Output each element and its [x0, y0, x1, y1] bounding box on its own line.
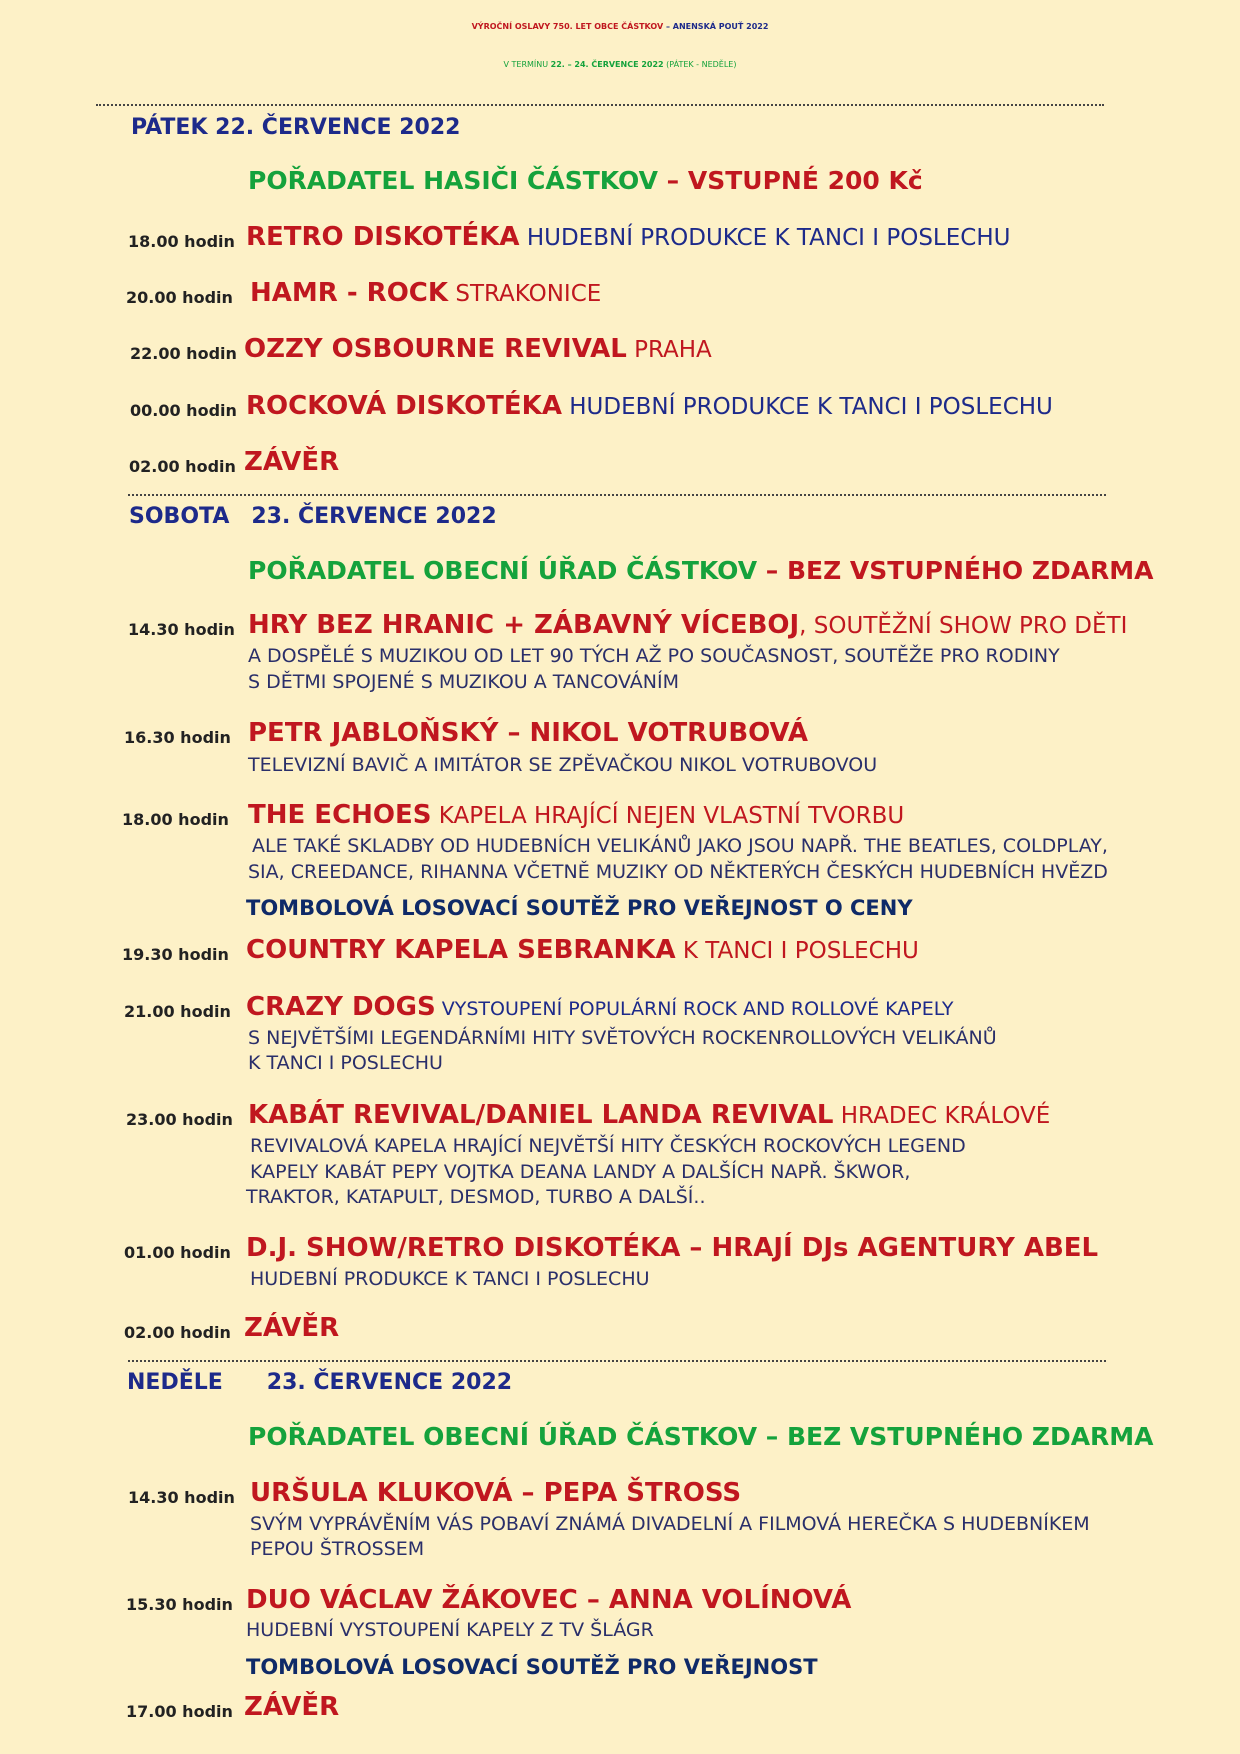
event-time: 18.00 hodin	[122, 810, 229, 829]
title-suffix: – ANENSKÁ POUŤ 2022	[663, 22, 769, 31]
event-name: PETR JABLOŇSKÝ – NIKOL VOTRUBOVÁ	[248, 718, 809, 748]
event-time: 02.00 hodin	[124, 1323, 231, 1342]
subtitle-days: (PÁTEK - NEDĚLE)	[663, 60, 737, 69]
organizer-name: POŘADATEL HASIČI ČÁSTKOV	[248, 166, 658, 195]
event-title	[248, 718, 808, 748]
event-description: K TANCI I POSLECHU	[248, 1052, 443, 1074]
event-title	[246, 992, 953, 1022]
day-date: 23. ČERVENCE 2022	[251, 504, 497, 529]
event-name: KABÁT REVIVAL/DANIEL LANDA REVIVAL	[248, 1100, 834, 1130]
event-time: 14.30 hodin	[128, 1488, 235, 1507]
tombola-notice: TOMBOLOVÁ LOSOVACÍ SOUTĚŽ PRO VEŘEJNOST	[246, 1655, 818, 1679]
event-title	[244, 334, 712, 364]
event-name: CRAZY DOGS	[246, 992, 436, 1022]
event-detail: HUDEBNÍ PRODUKCE K TANCI I POSLECHU	[519, 225, 1011, 251]
event-description: SVÝM VYPRÁVĚNÍM VÁS POBAVÍ ZNÁMÁ DIVADELNÍ A FILMOVÁ HEREČKA S HUDEBNÍKEM	[250, 1513, 1090, 1535]
event-description: SIA, CREEDANCE, RIHANNA VČETNĚ MUZIKY OD NĚKTERÝCH ČESKÝCH HUDEBNÍCH HVĚZD	[248, 861, 1108, 883]
tombola-notice: TOMBOLOVÁ LOSOVACÍ SOUTĚŽ PRO VEŘEJNOST O CENY	[246, 896, 913, 920]
event-name: RETRO DISKOTÉKA	[246, 222, 520, 252]
organizer-fee: – VSTUPNÉ 200 Kč	[657, 166, 923, 195]
event-title	[246, 935, 919, 965]
event-name: ROCKOVÁ DISKOTÉKA	[246, 391, 562, 421]
event-name: URŠULA KLUKOVÁ – PEPA ŠTROSS	[250, 1478, 742, 1508]
divider	[96, 104, 1104, 106]
event-detail: , SOUTĚŽNÍ SHOW PRO DĚTI	[799, 613, 1128, 639]
event-title	[246, 222, 1010, 252]
event-time: 19.30 hodin	[122, 945, 229, 964]
event-time: 01.00 hodin	[124, 1243, 231, 1262]
event-description: TELEVIZNÍ BAVIČ A IMITÁTOR SE ZPĚVAČKOU NIKOL VOTRUBOVOU	[248, 754, 878, 776]
event-name: HAMR - ROCK	[250, 278, 449, 308]
subtitle-dates: 22. – 24. ČERVENCE 2022	[550, 60, 664, 69]
organizer-sunday: POŘADATEL OBECNÍ ÚŘAD ČÁSTKOV – BEZ VSTUPNÉHO ZDARMA	[248, 1422, 1154, 1451]
event-time: 18.00 hodin	[128, 232, 235, 251]
organizer-name: POŘADATEL OBECNÍ ÚŘAD ČÁSTKOV	[248, 556, 758, 585]
organizer-fee: – BEZ VSTUPNÉHO ZDARMA	[757, 556, 1154, 585]
day-heading-friday: PÁTEK 22. ČERVENCE 2022	[131, 115, 461, 140]
event-detail: STRAKONICE	[448, 281, 602, 307]
event-time: 00.00 hodin	[130, 401, 237, 420]
divider	[128, 1360, 1106, 1362]
event-description: HUDEBNÍ PRODUKCE K TANCI I POSLECHU	[250, 1268, 650, 1290]
event-name: DUO VÁCLAV ŽÁKOVEC – ANNA VOLÍNOVÁ	[246, 1585, 852, 1615]
event-title	[244, 447, 339, 477]
event-time: 14.30 hodin	[128, 620, 235, 639]
event-time: 20.00 hodin	[126, 288, 233, 307]
event-name: THE ECHOES	[248, 800, 432, 830]
organizer-friday	[248, 166, 923, 195]
event-title	[246, 391, 1053, 421]
day-name: NEDĚLE	[127, 1370, 223, 1395]
organizer-saturday	[248, 556, 1154, 585]
event-detail: HUDEBNÍ PRODUKCE K TANCI I POSLECHU	[561, 394, 1053, 420]
event-description: S DĚTMI SPOJENÉ S MUZIKOU A TANCOVÁNÍM	[248, 671, 679, 693]
event-title	[244, 1692, 339, 1722]
event-name: ZÁVĚR	[244, 447, 340, 477]
page-subtitle	[0, 60, 1240, 69]
event-time: 21.00 hodin	[124, 1002, 231, 1021]
event-title	[248, 610, 1127, 640]
event-title	[244, 1313, 339, 1343]
day-name: SOBOTA	[129, 504, 230, 529]
event-name: OZZY OSBOURNE REVIVAL	[244, 334, 627, 364]
event-detail: K TANCI I POSLECHU	[675, 938, 919, 964]
event-detail: HRADEC KRÁLOVÉ	[833, 1103, 1051, 1129]
subtitle-prefix: V TERMÍNU	[503, 60, 551, 69]
event-detail: PRAHA	[626, 337, 712, 363]
event-title	[246, 1585, 851, 1615]
event-name: ZÁVĚR	[244, 1313, 340, 1343]
event-time: 16.30 hodin	[124, 728, 231, 747]
title-main: VÝROČNÍ OSLAVY 750. LET OBCE ČÁSTKOV	[471, 22, 664, 31]
event-title	[250, 278, 601, 308]
event-time: 17.00 hodin	[126, 1702, 233, 1721]
event-time: 23.00 hodin	[126, 1110, 233, 1129]
event-description: TRAKTOR, KATAPULT, DESMOD, TURBO A DALŠÍ..	[246, 1186, 706, 1208]
day-heading-sunday	[127, 1370, 534, 1395]
event-time: 15.30 hodin	[126, 1595, 233, 1614]
event-time: 22.00 hodin	[130, 344, 237, 363]
event-name: COUNTRY KAPELA SEBRANKA	[246, 935, 676, 965]
event-time: 02.00 hodin	[129, 457, 236, 476]
divider	[128, 494, 1106, 496]
event-detail: KAPELA HRAJÍCÍ NEJEN VLASTNÍ TVORBU	[431, 803, 905, 829]
event-description: REVIVALOVÁ KAPELA HRAJÍCÍ NEJVĚTŠÍ HITY ČESKÝCH ROCKOVÝCH LEGEND	[250, 1135, 966, 1157]
event-description: HUDEBNÍ VYSTOUPENÍ KAPELY Z TV ŠLÁGR	[246, 1619, 654, 1641]
page-title	[0, 22, 1240, 31]
event-title	[250, 1478, 741, 1508]
day-heading-saturday	[129, 504, 519, 529]
event-description: KAPELY KABÁT PEPY VOJTKA DEANA LANDY A DALŠÍCH NAPŘ. ŠKWOR,	[250, 1161, 911, 1183]
event-name: HRY BEZ HRANIC + ZÁBAVNÝ VÍCEBOJ	[248, 610, 800, 640]
event-title	[248, 1100, 1050, 1130]
event-description: A DOSPĚLÉ S MUZIKOU OD LET 90 TÝCH AŽ PO SOUČASNOST, SOUTĚŽE PRO RODINY	[248, 645, 1060, 667]
event-title	[246, 1233, 1098, 1263]
event-title	[248, 800, 904, 830]
day-date: 23. ČERVENCE 2022	[266, 1370, 513, 1395]
event-description: PEPOU ŠTROSSEM	[250, 1538, 425, 1560]
event-name: D.J. SHOW/RETRO DISKOTÉKA – HRAJÍ DJs AGENTURY ABEL	[246, 1233, 1099, 1263]
event-description: S NEJVĚTŠÍMI LEGENDÁRNÍMI HITY SVĚTOVÝCH ROCKENROLLOVÝCH VELIKÁNŮ	[248, 1027, 997, 1049]
event-description: ALE TAKÉ SKLADBY OD HUDEBNÍCH VELIKÁNŮ JAKO JSOU NAPŘ. THE BEATLES, COLDPLAY,	[252, 835, 1108, 857]
event-detail: VYSTOUPENÍ POPULÁRNÍ ROCK AND ROLLOVÉ KAPELY	[435, 998, 954, 1020]
event-name: ZÁVĚR	[244, 1692, 340, 1722]
